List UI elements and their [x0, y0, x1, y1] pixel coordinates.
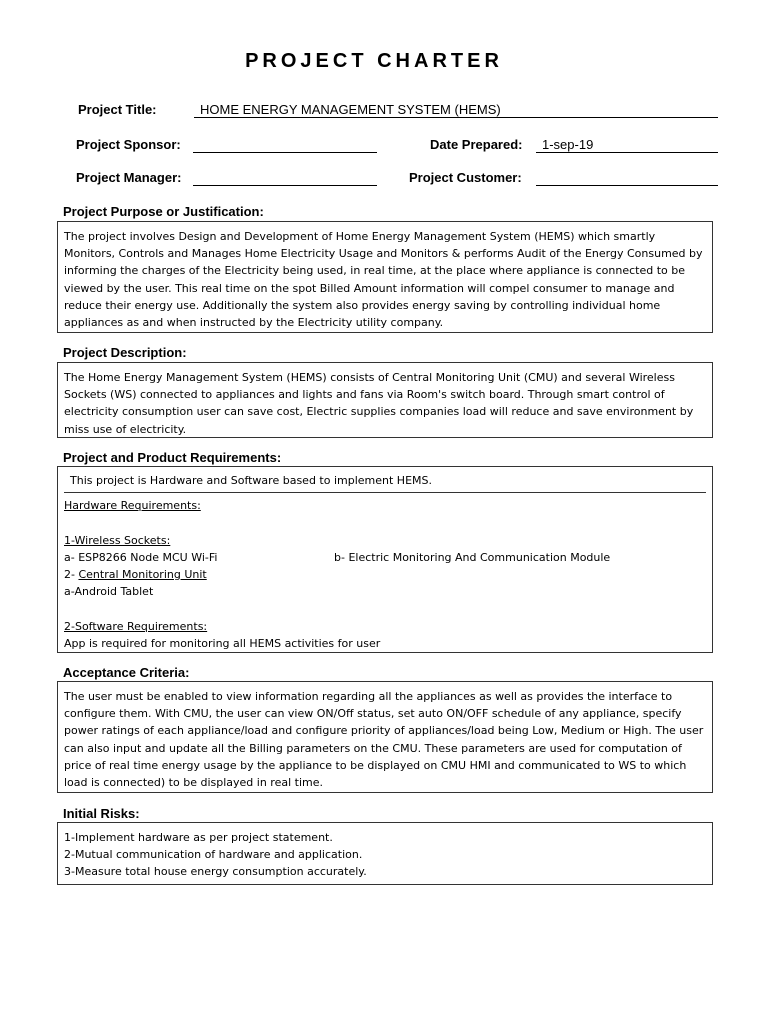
- requirements-box: [57, 466, 713, 653]
- wireless-item-b: b- Electric Monitoring And Communication Module: [334, 550, 611, 564]
- risks-heading: Initial Risks:: [63, 806, 140, 821]
- project-manager-field: [193, 170, 377, 186]
- acceptance-heading: Acceptance Criteria:: [63, 665, 190, 680]
- risks-box: [57, 822, 713, 885]
- description-text: The Home Energy Management System (HEMS) consists of Central Monitoring Unit (CMU) and several Wireless Sockets (WS) connected to appliances and lights and fans via Room's switch board. Through smart control of electricity consumption user can save cost, Electric supplies companies load will reduce and save environment by miss use of electricity.: [64, 371, 694, 436]
- risk-item: 1-Implement hardware as per project statement.: [64, 831, 333, 844]
- description-box: [57, 362, 713, 438]
- cmu-prefix: 2-: [64, 568, 79, 581]
- wireless-sockets-heading: 1-Wireless Sockets:: [64, 533, 171, 547]
- cmu-item-a: a-Android Tablet: [64, 585, 154, 599]
- project-customer-field: [536, 170, 718, 186]
- requirements-intro: This project is Hardware and Software based to implement HEMS.: [64, 472, 706, 493]
- purpose-box: [57, 221, 713, 333]
- project-customer-label: Project Customer:: [409, 170, 522, 185]
- project-sponsor-field: [193, 137, 377, 153]
- project-sponsor-label: Project Sponsor:: [76, 137, 181, 152]
- software-text: App is required for monitoring all HEMS activities for user: [64, 636, 381, 650]
- hardware-requirements-heading: Hardware Requirements:: [64, 499, 201, 513]
- project-manager-label: Project Manager:: [76, 170, 182, 185]
- date-prepared-field: 1-sep-19: [536, 137, 718, 153]
- purpose-text: The project involves Design and Development of Home Energy Management System (HEMS) which smartly Monitors, Controls and Manages Home Electricity Usage and Monitors & performs Audit of the Energy Consumed by informing the charges of the Electricity being used, in real time, at the place where appliance is connected to be viewed by the user. This real time on the spot Billed Amount information will compel consumer to manage and reduce their energy use. Additionally the system also provides energy saving by controlling individual home appliances as and when instructed by the Electricity utility company.: [64, 230, 703, 330]
- acceptance-box: [57, 681, 713, 793]
- project-title-field: HOME ENERGY MANAGEMENT SYSTEM (HEMS): [194, 102, 718, 118]
- date-prepared-label: Date Prepared:: [430, 137, 523, 152]
- wireless-item-a: a- ESP8266 Node MCU Wi-Fi: [64, 550, 218, 564]
- risk-item: 2-Mutual communication of hardware and application.: [64, 848, 363, 862]
- project-title-label: Project Title:: [78, 102, 157, 117]
- description-heading: Project Description:: [63, 345, 187, 360]
- requirements-heading: Project and Product Requirements:: [63, 450, 282, 465]
- purpose-heading: Project Purpose or Justification:: [63, 204, 264, 219]
- software-requirements-heading: 2-Software Requirements:: [64, 619, 208, 633]
- cmu-heading: Central Monitoring Unit: [78, 568, 207, 581]
- risk-item: 3-Measure total house energy consumption accurately.: [64, 865, 367, 879]
- acceptance-text: The user must be enabled to view information regarding all the appliances as well as provides the interface to configure them. With CMU, the user can view ON/Off status, set auto ON/OFF schedule of any appliance, specify power ratings of each appliance/load and configure priority of appliances/load being Low, Medium or High. The user can also input and update all the Billing parameters on the CMU. These parameters are used for computation of price of real time energy usage by the appliance to be displayed on CMU HMI and communicated to WS to which load is connected) to be displayed in real time.: [64, 690, 704, 790]
- document-title: PROJECT CHARTER: [245, 50, 503, 72]
